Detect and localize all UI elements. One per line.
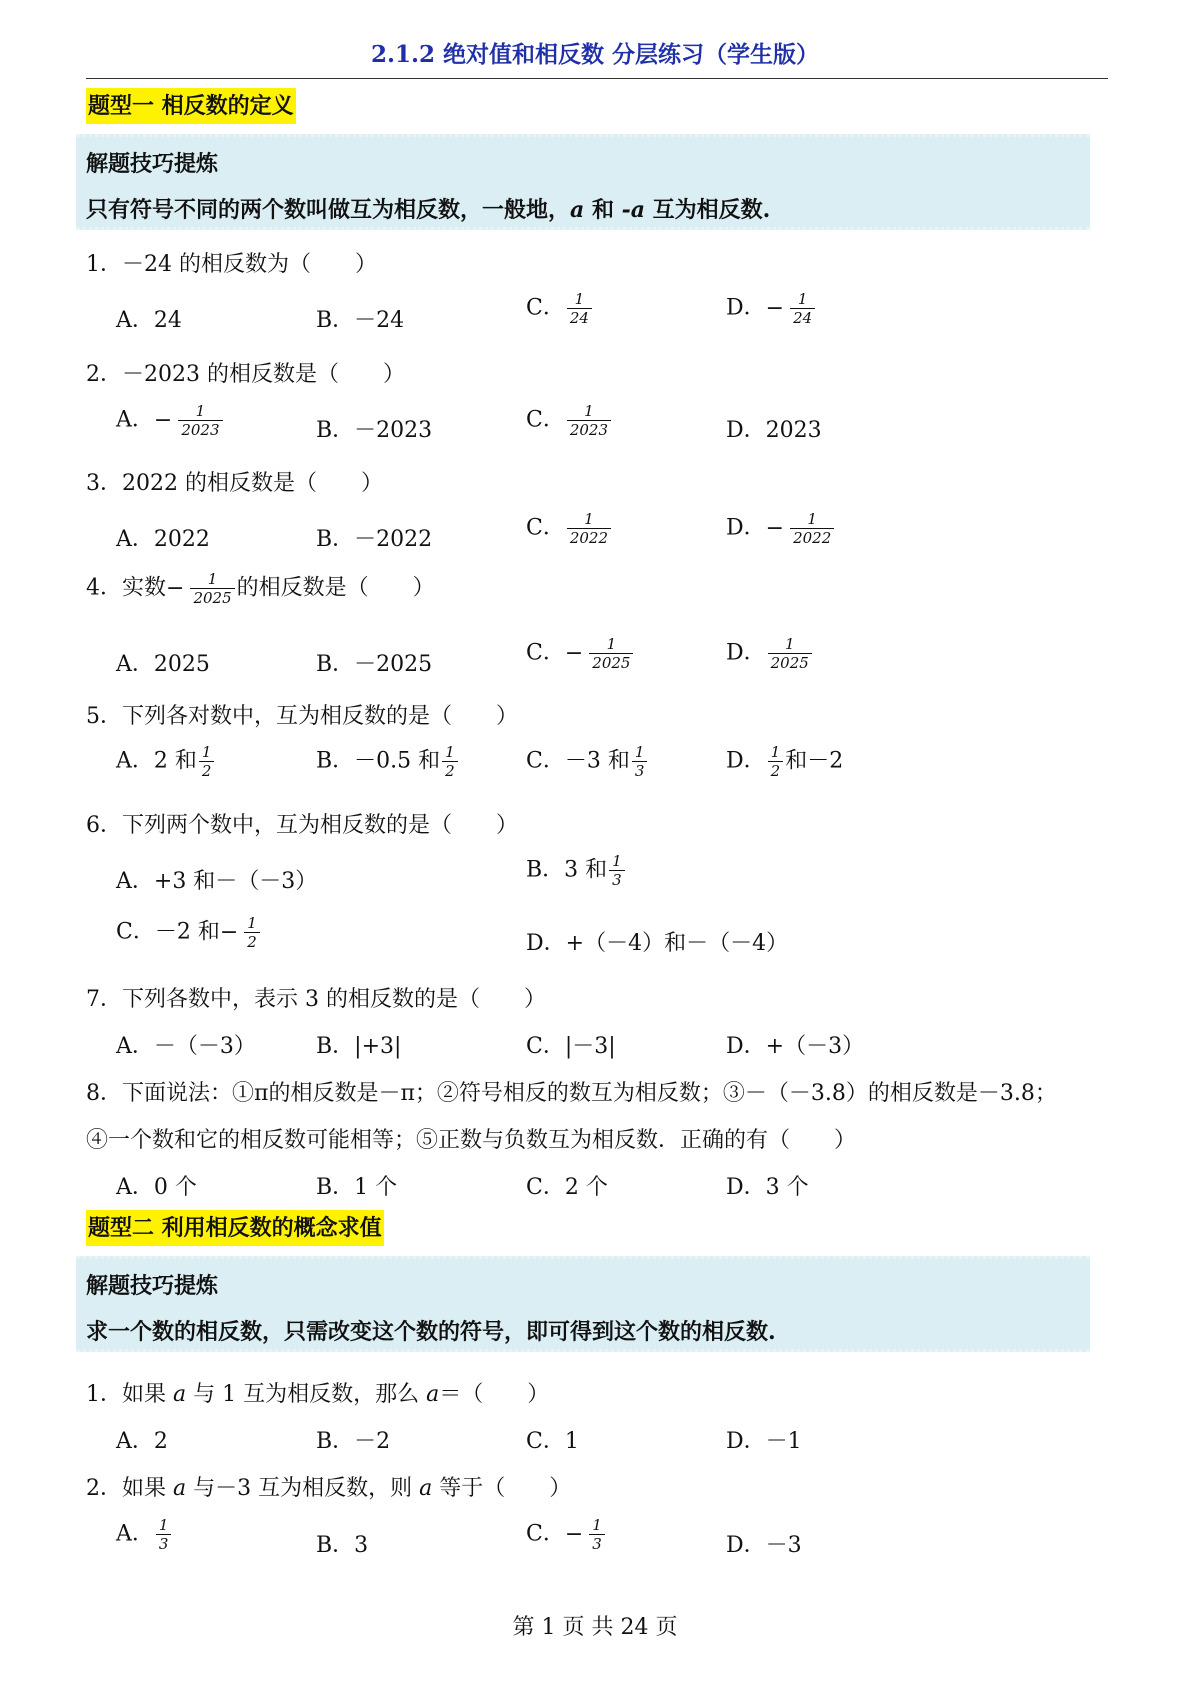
numerator: 1 — [632, 743, 648, 762]
option-text: D． — [726, 748, 766, 774]
numerator: 1 — [609, 852, 625, 871]
p2-option-b: B．3 — [316, 1533, 369, 1558]
fraction — [199, 743, 215, 780]
option-label: C． — [526, 295, 565, 321]
q3-option-b: B．－2022 — [316, 527, 433, 552]
denominator: 3 — [592, 1535, 602, 1553]
option-text: B．－0.5 和 — [316, 748, 441, 774]
header-rule — [86, 78, 1108, 79]
minus-sign: − — [166, 575, 185, 601]
q8-option-b: B．1 个 — [316, 1175, 398, 1200]
q7-option-a: A．－（－3） — [116, 1034, 256, 1059]
q3-option-d — [726, 510, 836, 547]
q1-option-d — [726, 290, 817, 327]
q6-option-b — [526, 852, 627, 889]
q8-option-c: C．2 个 — [526, 1175, 608, 1200]
tips-text-part: 和 — [584, 197, 622, 223]
denominator: 2025 — [193, 589, 232, 607]
section-title-1: 题型一 相反数的定义 — [86, 88, 296, 124]
q6-option-a: A．+3 和－（－3） — [116, 869, 318, 894]
tips-var-neg-a: -a — [621, 197, 645, 223]
q4-option-a: A．2025 — [116, 652, 210, 677]
denominator: 3 — [612, 871, 622, 889]
denominator: 2025 — [592, 654, 631, 672]
p1-option-d: D．－1 — [726, 1429, 802, 1454]
option-text: B．3 和 — [526, 857, 608, 883]
p2-option-c — [526, 1516, 607, 1553]
q7-option-b: B．|+3| — [316, 1034, 402, 1059]
numerator: 1 — [567, 290, 592, 309]
document-title: 2.1.2 绝对值和相反数 分层练习（学生版） — [370, 41, 820, 68]
denominator: 3 — [634, 762, 645, 780]
numerator: 1 — [190, 570, 234, 589]
tips-text-part: 只有符号不同的两个数叫做互为相反数，一般地， — [86, 197, 571, 223]
stem-text: ＝（ ） — [439, 1382, 550, 1407]
tips-heading: 解题技巧提炼 — [86, 1273, 219, 1299]
option-text: A．2 和 — [116, 748, 197, 774]
q2-option-b: B．－2023 — [316, 418, 433, 443]
question-2-stem: 2．－2023 的相反数是（ ） — [86, 362, 405, 387]
variable-a: a — [173, 1476, 187, 1501]
tips-text: 求一个数的相反数，只需改变这个数的符号，即可得到这个数的相反数. — [86, 1319, 776, 1345]
q8-option-d: D．3 个 — [726, 1175, 809, 1200]
tips-var-a: a — [570, 197, 585, 223]
variable-a: a — [173, 1382, 187, 1407]
stem-text: 1．如果 — [86, 1382, 173, 1407]
denominator: 24 — [793, 309, 813, 327]
q6-option-d: D．+（－4）和－（－4） — [526, 931, 789, 956]
question-5-stem: 5．下列各对数中，互为相反数的是（ ） — [86, 704, 518, 729]
question-6-stem: 6．下列两个数中，互为相反数的是（ ） — [86, 813, 518, 838]
stem-text: 4．实数 — [86, 575, 166, 601]
stem-text: 等于（ ） — [432, 1476, 572, 1501]
question-p1-stem — [86, 1377, 549, 1408]
tips-box-2 — [76, 1256, 1090, 1352]
denominator: 2023 — [181, 421, 220, 439]
variable-a: a — [419, 1476, 433, 1501]
q7-option-c: C．|－3| — [526, 1034, 616, 1059]
numerator: 1 — [768, 743, 784, 762]
tips-box-1 — [76, 134, 1090, 230]
section-title-2: 题型二 利用相反数的概念求值 — [86, 1210, 384, 1246]
option-label: D． — [726, 640, 766, 666]
numerator: 1 — [178, 402, 222, 421]
q4-option-d — [726, 635, 814, 672]
q5-option-c — [526, 743, 649, 780]
fraction — [768, 635, 812, 672]
q6-option-c — [116, 914, 262, 951]
numerator: 1 — [768, 635, 812, 654]
fraction — [567, 510, 611, 547]
q2-option-a — [116, 402, 225, 439]
question-1-stem: 1．－24 的相反数为（ ） — [86, 252, 377, 277]
denominator: 2 — [201, 762, 212, 780]
p1-option-b: B．－2 — [316, 1429, 391, 1454]
q2-option-d: D．2023 — [726, 418, 822, 443]
fraction — [156, 1516, 172, 1553]
option-label: D． — [726, 295, 766, 321]
q3-option-c — [526, 510, 613, 547]
p2-option-d: D．－3 — [726, 1533, 802, 1558]
numerator: 1 — [567, 510, 611, 529]
denominator: 2 — [247, 933, 257, 951]
option-label: C． — [526, 515, 565, 541]
denominator: 3 — [158, 1535, 169, 1553]
p2-option-a — [116, 1516, 173, 1553]
minus-sign: − — [219, 919, 239, 945]
fraction — [768, 743, 784, 780]
minus-sign: − — [564, 1521, 584, 1547]
question-8-stem-line1: 8．下面说法：①π的相反数是－π；②符号相反的数互为相反数；③－（－3.8）的相反数是－3.8； — [86, 1081, 1057, 1106]
q1-option-a: A．24 — [116, 308, 182, 333]
stem-text: 与－3 互为相反数，则 — [186, 1476, 420, 1501]
question-3-stem: 3．2022 的相反数是（ ） — [86, 471, 383, 496]
fraction — [790, 510, 834, 547]
fraction — [609, 852, 625, 889]
minus-sign: − — [765, 515, 785, 541]
minus-sign: − — [564, 640, 584, 666]
tips-heading: 解题技巧提炼 — [86, 151, 219, 177]
q5-option-b — [316, 743, 460, 780]
fraction — [244, 914, 260, 951]
option-text: C．－3 和 — [526, 748, 630, 774]
page-footer: 第 1 页 共 24 页 — [512, 1615, 678, 1640]
denominator: 2 — [770, 762, 781, 780]
denominator: 2 — [445, 762, 455, 780]
numerator: 1 — [589, 635, 633, 654]
q2-option-c — [526, 402, 613, 439]
numerator: 1 — [199, 743, 215, 762]
denominator: 2025 — [770, 654, 809, 672]
numerator: 1 — [589, 1516, 605, 1535]
numerator: 1 — [567, 402, 611, 421]
option-text: C．－2 和 — [116, 919, 220, 945]
numerator: 1 — [790, 290, 815, 309]
numerator: 1 — [156, 1516, 172, 1535]
denominator: 24 — [569, 309, 589, 327]
fraction — [567, 290, 592, 327]
stem-text: 与 1 互为相反数，那么 — [186, 1382, 427, 1407]
question-p2-stem — [86, 1471, 571, 1502]
denominator: 2022 — [793, 529, 832, 547]
minus-sign: − — [765, 295, 785, 321]
tips-text — [86, 193, 770, 224]
option-label: D． — [726, 515, 766, 541]
option-text: 和－2 — [785, 748, 844, 774]
q4-option-c — [526, 635, 635, 672]
fraction — [790, 290, 815, 327]
option-label: C． — [526, 407, 565, 433]
p1-option-a: A．2 — [116, 1429, 168, 1454]
q3-option-a: A．2022 — [116, 527, 210, 552]
q1-option-c — [526, 290, 594, 327]
question-8-stem-line2: ④一个数和它的相反数可能相等；⑤正数与负数互为相反数．正确的有（ ） — [86, 1128, 857, 1153]
fraction — [589, 1516, 605, 1553]
option-label: A． — [116, 407, 154, 433]
numerator: 1 — [790, 510, 834, 529]
q5-option-d — [726, 743, 843, 780]
q5-option-a — [116, 743, 216, 780]
fraction — [442, 743, 458, 780]
q1-option-b: B．－24 — [316, 308, 405, 333]
fraction — [178, 402, 222, 439]
question-7-stem: 7．下列各数中，表示 3 的相反数的是（ ） — [86, 987, 546, 1012]
option-label: C． — [526, 1521, 565, 1547]
q4-option-b: B．－2025 — [316, 652, 433, 677]
option-label: C． — [526, 640, 565, 666]
stem-text: 的相反数是（ ） — [236, 575, 435, 601]
fraction — [190, 570, 234, 607]
variable-a: a — [426, 1382, 440, 1407]
fraction — [632, 743, 648, 780]
numerator: 1 — [442, 743, 458, 762]
fraction — [589, 635, 633, 672]
stem-text: 2．如果 — [86, 1476, 173, 1501]
fraction — [567, 402, 611, 439]
denominator: 2022 — [569, 529, 609, 547]
minus-sign: − — [153, 407, 173, 433]
p1-option-c: C．1 — [526, 1429, 579, 1454]
numerator: 1 — [244, 914, 260, 933]
question-4-stem — [86, 570, 435, 607]
q7-option-d: D．+（－3） — [726, 1034, 865, 1059]
tips-text-part: 互为相反数. — [645, 197, 771, 223]
denominator: 2023 — [569, 421, 609, 439]
q8-option-a: A．0 个 — [116, 1175, 197, 1200]
option-label: A． — [116, 1521, 154, 1547]
